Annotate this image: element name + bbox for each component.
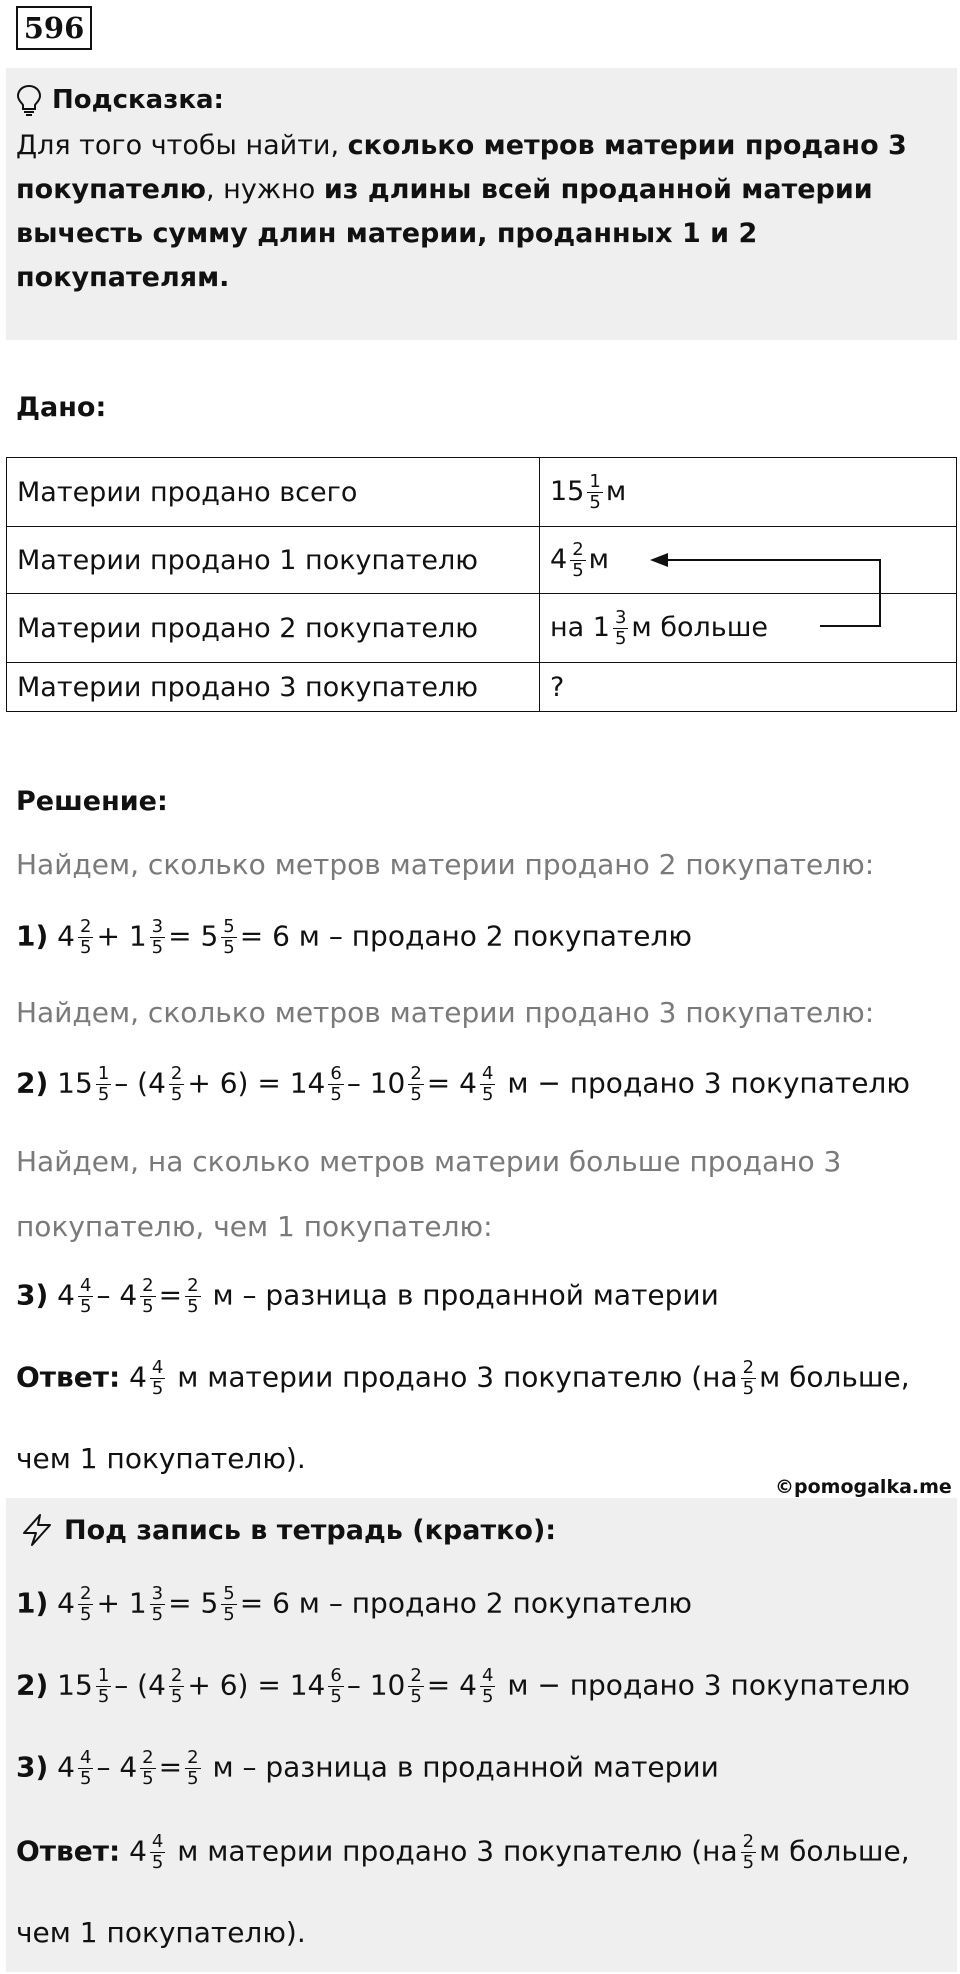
note-step-2: 2) 15 $\frac{1}{5}$ – (4 $\frac{2}{5}$ + 6) = 14 $\frac{6}{5}$ – 10 $\frac{2}{5}$ = 4 $\frac{4}{5}$ м − продано 3 покупателю [16,1665,910,1707]
table-cell-label: Материи продано 2 покупателю [7,594,540,663]
answer: Ответ: 4 $\frac{4}{5}$ м материи продано 3 покупателю (на $\frac{2}{5}$ м больше, [16,1357,910,1399]
value-prefix: на 1 [550,611,610,643]
table-row [7,594,957,663]
value-unit: м больше [631,611,769,643]
hint-text-part: Для того чтобы найти, [16,130,348,161]
table-cell-value: ? [540,663,957,712]
given-table [6,457,957,712]
comment-line: покупателю, чем 1 покупателю: [16,1210,493,1243]
value-unit: м [588,543,610,575]
notebook-header [20,1508,556,1552]
table-cell-label: Материи продано 1 покупателю [7,527,540,594]
hint-box [6,68,957,340]
table-row [7,458,957,527]
comment-line: Найдем, сколько метров материи продано 3 покупателю: [16,996,875,1029]
hint-header [16,78,945,122]
table-cell-label: Материи продано 3 покупателю [7,663,540,712]
note-answer: Ответ: 4 $\frac{4}{5}$ м материи продано 3 покупателю (на $\frac{2}{5}$ м больше, [16,1831,910,1873]
value-whole: 15 [550,475,585,507]
note-answer-line-2: чем 1 покупателю). [16,1916,306,1949]
hint-title: Подсказка: [52,85,224,115]
solution-label: Решение: [16,786,168,817]
notebook-title: Под запись в тетрадь (кратко): [64,1514,557,1546]
comment-line: Найдем, на сколько метров материи больше продано 3 [16,1145,842,1178]
value-unit: м [605,475,627,507]
given-label: Дано: [16,392,107,423]
note-step-3: 3) 4 $\frac{4}{5}$ – 4 $\frac{2}{5}$ = $\frac{2}{5}$ м – разница в проданной материи [16,1747,719,1789]
hint-text-bold: из длины всей проданной материи вычесть сумму длин материи, проданных 1 и 2 покупателям. [16,174,873,293]
problem-number: 596 [16,6,92,50]
fraction: $\frac{2}{5}$ [572,538,584,581]
lightbulb-icon [16,84,42,116]
table-cell-value [540,594,957,663]
fraction: $\frac{1}{5}$ [589,470,601,513]
step-2: 2) 15 $\frac{1}{5}$ – (4 $\frac{2}{5}$ + 6) = 14 $\frac{6}{5}$ – 10 $\frac{2}{5}$ = 4 $\frac{4}{5}$ м − продано 3 покупателю [16,1063,910,1105]
hint-text-bold: сколько метров материи продано 3 покупателю [16,130,907,205]
note-step-1: 1) 4 $\frac{2}{5}$ + 1 $\frac{3}{5}$ = 5 $\frac{5}{5}$ = 6 м – продано 2 покупателю [16,1583,692,1625]
hint-text-part: , нужно [206,174,324,205]
step-3: 3) 4 $\frac{4}{5}$ – 4 $\frac{2}{5}$ = $\frac{2}{5}$ м – разница в проданной материи [16,1275,719,1317]
answer-line-2: чем 1 покупателю). [16,1442,306,1475]
comment-line: Найдем, сколько метров материи продано 2 покупателю: [16,848,875,881]
hint-text [16,124,945,300]
notebook-box [6,1498,957,1972]
value-whole: 4 [550,543,568,575]
table-cell-label: Материи продано всего [7,458,540,527]
fraction: $\frac{3}{5}$ [614,606,627,649]
table-row [7,527,957,594]
table-row [7,663,957,712]
lightning-icon [20,1513,54,1547]
table-cell-value [540,527,957,594]
step-1: 1) 4 $\frac{2}{5}$ + 1 $\frac{3}{5}$ = 5 $\frac{5}{5}$ = 6 м – продано 2 покупателю [16,916,692,958]
table-cell-value [540,458,957,527]
copyright: ©pomogalka.me [775,1476,952,1498]
